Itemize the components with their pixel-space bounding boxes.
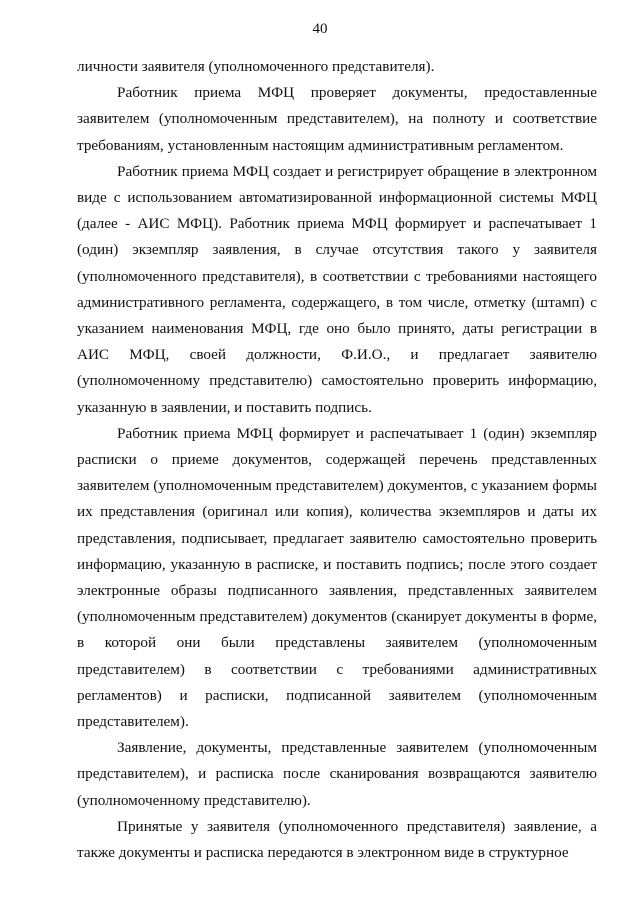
paragraph-receipt: Работник приема МФЦ формирует и распечатывает 1 (один) экземпляр расписки о приеме документов, содержащей перечень представленных заявителем (уполномоченным представителем) документов, с указанием формы их представления (оригинал или копия), количества экземпляров и даты их представления, подписывает, предлагает заявителю самостоятельно проверить информацию, указанную в расписке, и поставить подпись; после этого создает электронные образы подписанного заявления, представленных заявителем (уполномоченным представителем) документов (сканирует документы в форме, в которой они были представлены заявителем (уполномоченным представителем) в соответствии с требованиями административных регламентов) и расписки, подписанной заявителем (уполномоченным представителем). [77,424,597,731]
paragraph-document-check: Работник приема МФЦ проверяет документы, предоставленные заявителем (уполномоченным представителем), на полноту и соответствие требованиям, установленным настоящим административным регламентом. [77,84,597,154]
paragraph-return-documents: Заявление, документы, представленные заявителем (уполномоченным представителем), и расписка после сканирования возвращаются заявителю (уполномоченному представителю). [77,739,597,809]
paragraph-transfer: Принятые у заявителя (уполномоченного представителя) заявление, а также документы и расписка передаются в электронном виде в структурное [77,817,597,862]
page-number: 40 [312,21,328,37]
paragraph-continuation: личности заявителя (уполномоченного представителя). [77,58,435,75]
document-body [77,54,597,866]
paragraph-registration: Работник приема МФЦ создает и регистрирует обращение в электронном виде с использованием автоматизированной информационной системы МФЦ (далее - АИС МФЦ). Работник приема МФЦ формирует и распечатывает 1 (один) экземпляр заявления, в случае отсутствия такого у заявителя (уполномоченного представителя), в соответствии с требованиями настоящего административного регламента, содержащего, в том числе, отметку (штамп) с указанием наименования МФЦ, где оно было принято, даты регистрации в АИС МФЦ, своей должности, Ф.И.О., и предлагает заявителю (уполномоченному представителю) самостоятельно проверить информацию, указанную в заявлении, и поставить подпись. [77,162,597,416]
